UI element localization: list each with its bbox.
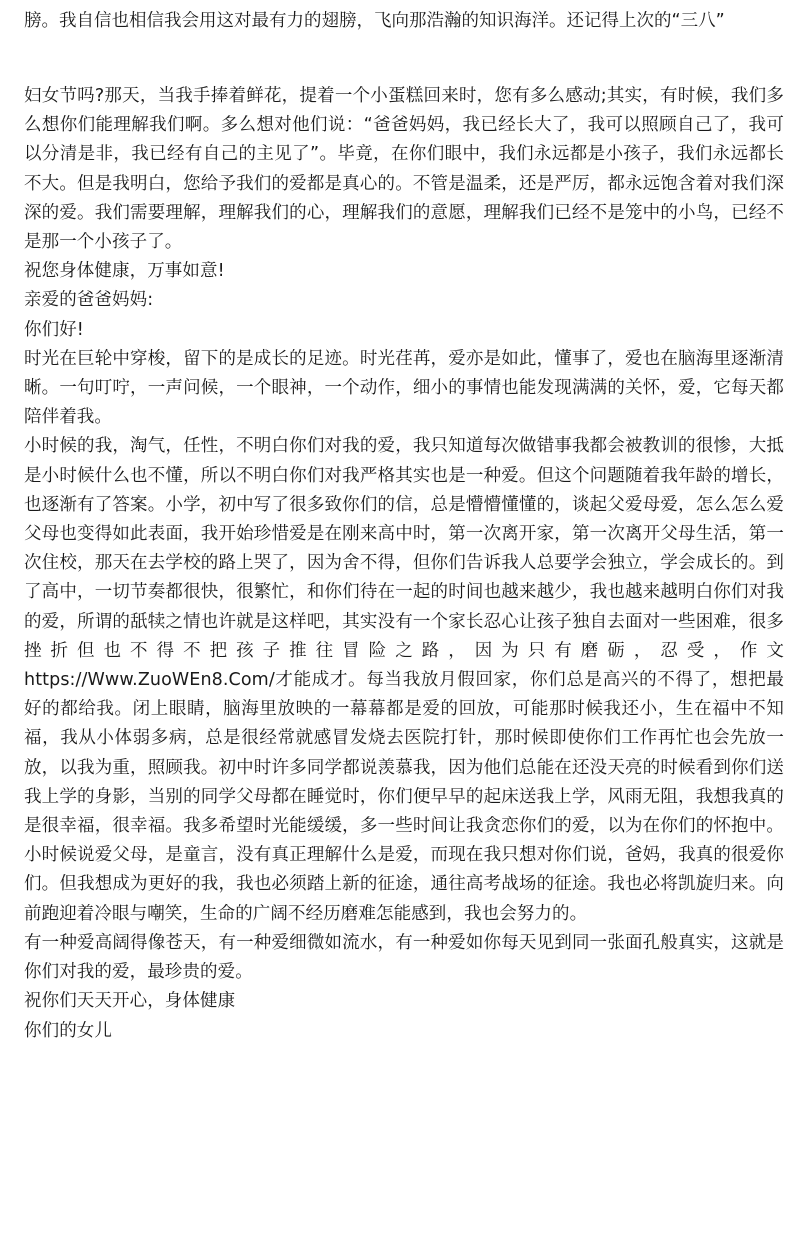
top-text-line: 膀。我自信也相信我会用这对最有力的翅膀，飞向那浩瀚的知识海洋。还记得上次的“三八”: [24, 11, 725, 31]
paragraph-signature: 你们的女儿: [24, 1020, 112, 1041]
paragraph-blessing-1: 祝您身体健康，万事如意!: [24, 261, 225, 282]
paragraph-time-passes: 时光在巨轮中穿梭，留下的是成长的足迹。时光荏苒，爱亦是如此，懂事了，爱也在脑海里逐渐清晰。一句叮咛，一声问候，一个眼神，一个动作，细小的事情也能发现满满的关怀，爱，它每天都陪伴着我。: [24, 348, 784, 428]
paragraph-womens-day: 妇女节吗?那天，当我手捧着鲜花，提着一个小蛋糕回来时，您有多么感动;其实，有时候，我们多么想你们能理解我们啊。多么想对他们说：“爸爸妈妈，我已经长大了，我可以照顾自己了，我可以分清是非，我已经有自己的主见了”。毕竟，在你们眼中，我们永远都是小孩子，我们永远都长不大。但是我明白，您给予我们的爱都是真心的。不管是温柔，还是严厉，都永远饱含着对我们深深的爱。我们需要理解，理解我们的心，理解我们的意愿，理解我们已经不是笼中的小鸟，已经不是那一个小孩子了。: [24, 86, 784, 253]
paragraph-greeting: 你们好!: [24, 319, 84, 340]
paragraph-kinds-of-love: 有一种爱高阔得像苍天，有一种爱细微如流水，有一种爱如你每天见到同一张面孔般真实，这就是你们对我的爱，最珍贵的爱。: [24, 932, 784, 983]
paragraph-blessing-2: 祝你们天天开心，身体健康: [24, 991, 236, 1012]
letter-body: [24, 82, 784, 1046]
paragraph-salutation: 亲爱的爸爸妈妈:: [24, 290, 154, 311]
paragraph-childhood: 小时候的我，淘气，任性，不明白你们对我的爱，我只知道每次做错事我都会被教训的很惨，大抵是小时候什么也不懂，所以不明白你们对我严格其实也是一种爱。但这个问题随着我年龄的增长，也逐渐有了答案。小学，初中写了很多致你们的信，总是懵懵懂懂的，谈起父爱母爱，怎么怎么爱父母也变得如此表面，我开始珍惜爱是在刚来高中时，第一次离开家，第一次离开父母生活，第一次住校，那天在去学校的路上哭了，因为舍不得，但你们告诉我人总要学会独立，学会成长的。到了高中，一切节奏都很快，很繁忙，和你们待在一起的时间也越来越少，我也越来越明白你们对我的爱，所谓的舐犊之情也许就是这样吧，其实没有一个家长忍心让孩子独自去面对一些困难，很多挫折但也不得不把孩子推往冒险之路，因为只有磨砺，忍受，作文 https://Www.ZuoWEn8.Com/才能成才。每当我放月假回家，你们总是高兴的不得了，想把最好的都给我。闭上眼睛，脑海里放映的一幕幕都是爱的回放，可能那时候我还小，生在福中不知福，我从小体弱多病，总是很经常就感冒发烧去医院打针，那时候即使你们工作再忙也会先放一放，以我为重，照顾我。初中时许多同学都说羡慕我，因为他们总能在还没天亮的时候看到你们送我上学的身影，当别的同学父母都在睡觉时，你们便早早的起床送我上学，风雨无阻，我想我真的是很幸福，很幸福。我多希望时光能缓缓，多一些时间让我贪恋你们的爱，以为在你们的怀抱中。小时候说爱父母，是童言，没有真正理解什么是爱，而现在我只想对你们说，爸妈，我真的很爱你们。但我想成为更好的我，我也必须踏上新的征途，通往高考战场的征途。我也必将凯旋归来。向前跑迎着冷眼与嘲笑，生命的广阔不经历磨难怎能感到，我也会努力的。: [24, 436, 784, 924]
